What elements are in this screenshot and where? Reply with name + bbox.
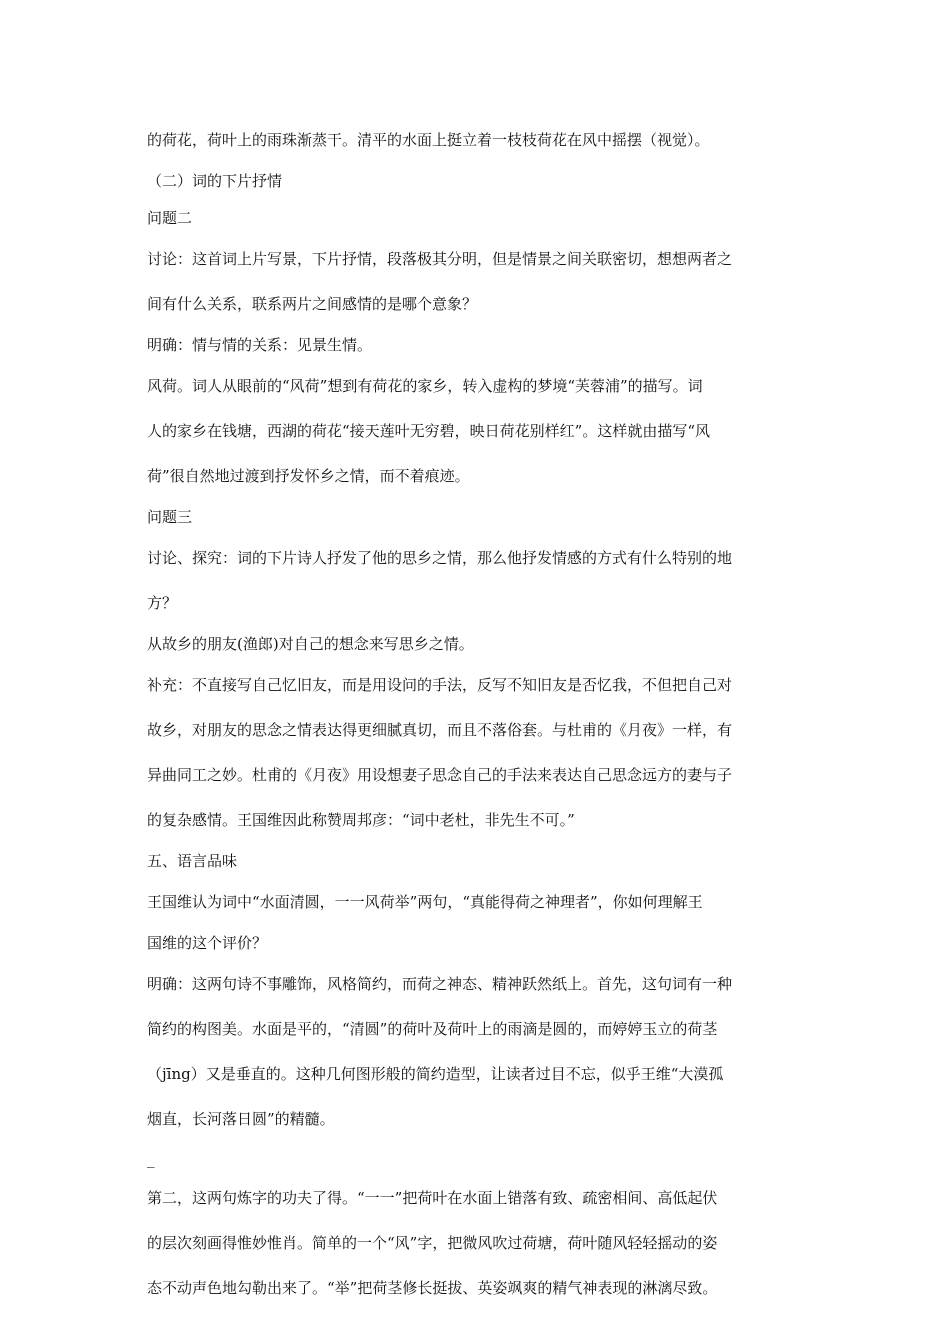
body-text-line: 王国维认为词中“水面清圆，一一风荷举”两句，“真能得荷之神理者”，你如何理解王 (147, 893, 703, 911)
body-text-line: 的复杂感情。王国维因此称赞周邦彦：“词中老杜，非先生不可。” (147, 811, 575, 829)
body-text-line: 态不动声色地勾勒出来了。“举”把荷茎修长挺拔、英姿飒爽的精气神表现的淋漓尽致。 (147, 1279, 718, 1297)
body-text-line: 第二，这两句炼字的功夫了得。“一一”把荷叶在水面上错落有致、疏密相间、高低起伏 (147, 1189, 718, 1207)
body-text-line: 方？ (147, 594, 178, 612)
body-text-line: 风荷。词人从眼前的“风荷”想到有荷花的家乡，转入虚构的梦境“芙蓉浦”的描写。词 (147, 377, 703, 395)
body-text-line: 故乡，对朋友的思念之情表达得更细腻真切，而且不落俗套。与杜甫的《月夜》一样，有 (147, 721, 733, 739)
body-text-line: 的层次刻画得惟妙惟肖。简单的一个“风”字，把微风吹过荷塘，荷叶随风轻轻摇动的姿 (147, 1234, 718, 1252)
body-text-line: 明确：这两句诗不事雕饰，风格简约，而荷之神态、精神跃然纸上。首先，这句词有一种 (147, 975, 733, 993)
body-text-line: 补充：不直接写自己忆旧友，而是用设问的手法，反写不知旧友是否忆我，不但把自己对 (147, 676, 733, 694)
body-text-line: 烟直，长河落日圆”的精髓。 (147, 1110, 335, 1128)
question-heading: 问题二 (147, 209, 193, 227)
body-text-line: （jīng）又是垂直的。这种几何图形般的简约造型，让读者过目不忘，似乎王维“大漠孤 (147, 1065, 724, 1083)
document-page (147, 118, 809, 1311)
body-text-line: 讨论：这首词上片写景，下片抒情，段落极其分明，但是情景之间关联密切，想想两者之 (147, 250, 733, 268)
body-text-line: 国维的这个评价？ (147, 934, 268, 952)
body-text-line: 讨论、探究：词的下片诗人抒发了他的思乡之情，那么他抒发情感的方式有什么特别的地 (147, 549, 733, 567)
body-text-line: 从故乡的朋友(渔郎)对自己的想念来写思乡之情。 (147, 635, 474, 653)
body-text-line: 明确：情与情的关系：见景生情。 (147, 336, 373, 354)
body-text-line: 人的家乡在钱塘，西湖的荷花“接天莲叶无穷碧，映日荷花别样红”。这样就由描写“风 (147, 422, 711, 440)
body-text-line: 简约的构图美。水面是平的，“清圆”的荷叶及荷叶上的雨滴是圆的，而婷婷玉立的荷茎 (147, 1020, 718, 1038)
body-text-line: 异曲同工之妙。杜甫的《月夜》用设想妻子思念自己的手法来表达自己思念远方的妻与子 (147, 766, 733, 784)
section-heading: 五、语言品味 (147, 852, 238, 870)
body-text-line: 间有什么关系，联系两片之间感情的是哪个意象？ (147, 295, 478, 313)
section-heading: （二）词的下片抒情 (147, 172, 283, 190)
body-text-line: 荷”很自然地过渡到抒发怀乡之情，而不着痕迹。 (147, 467, 470, 485)
question-heading: 问题三 (147, 508, 193, 526)
text-cursor-mark: _ (147, 1150, 155, 1168)
body-text-line: 的荷花，荷叶上的雨珠渐蒸干。清平的水面上挺立着一枝枝荷花在风中摇摆（视觉）。 (147, 131, 710, 149)
